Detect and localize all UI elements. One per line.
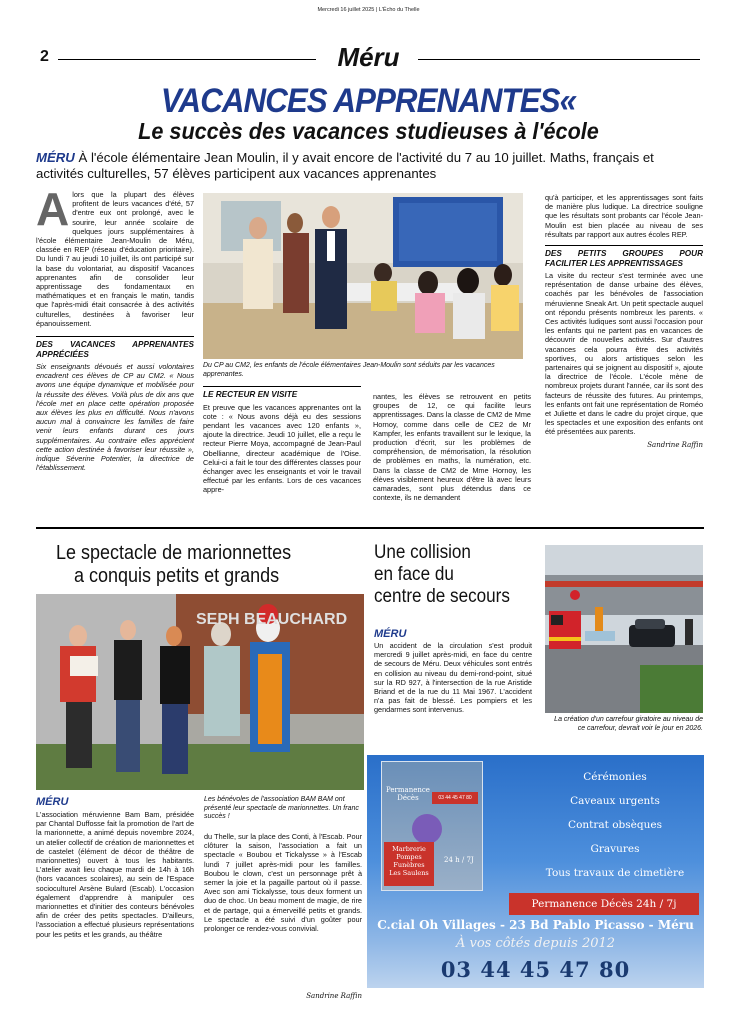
ad-service: Contrat obsèques <box>568 819 662 831</box>
flower-icon <box>412 814 442 844</box>
article1-paragraph-1: lors que la plupart des élèves profitent de leurs vacances d'été, 57 d'entre eux ont prolongé, avec le sourire, leur année scolaire de quelques jours supplémentaires à l'école élémentaire Jean-Moulin de Méru, classée en REP (réseau d'éducation prioritaire). Du lundi 7 au jeudi 10 juillet, ils ont participé sur la base du volontariat, au dispositif Vacances apprenantes afin de consolider leur apprentissage des fondamentaux en mathématiques et en français le matin, tandis que l'après-midi était consacrée à des activités culturelles, destinées à favoriser leur épanouissement. <box>36 190 194 328</box>
puppet-photo-caption: Les bénévoles de l'association BAM BAM ont présenté leur spectacle de marionnettes. Un franc succès ! <box>204 796 359 820</box>
ad-sign-hours: 24 h / 7J <box>444 856 474 864</box>
article3-city: MÉRU <box>374 628 407 640</box>
collision-photo <box>545 545 703 713</box>
article1-paragraph-5: La visite du recteur s'est terminée avec une représentation de danse urbaine des élèves, coachés par les bénévoles de l'association méruvienne Sneak Art. Un petit spectacle auquel ont répondu présents nombreux les parents. « Ces activités ludiques sont aussi l'occasion pour les enfants qui ne partent pas en vacances de découvrir de nouvelles activités. Sur d'autres vacances cela pourra être des activités sportives, ou alors artistiques selon les partenaires qui se joignent au dispositif », ajoute la directrice de l'école. L'école mène de nombreux projets durant l'année, car ils sont des facteurs de réussite des futures. Au printemps, les enfants ont fait une représentation de Roméo et Juliette et dans le cadre du projet cirque, que les spectacles et une exposition des enfants ont été présentées aux parents. <box>545 271 703 437</box>
article1-column-2 <box>203 386 361 495</box>
ad-services <box>535 765 695 885</box>
lead-text: À l'école élémentaire Jean Moulin, il y avait encore de l'activité du 7 au 10 juillet. Maths, français et activités culturelles, 57 élèves participent aux vacances apprenantes <box>36 150 654 181</box>
dropcap: A <box>36 183 70 235</box>
classroom-photo <box>203 193 523 359</box>
article-subtitle: Le succès des vacances studieuses à l'école <box>138 118 599 144</box>
ad-sign-red-panel <box>384 842 434 886</box>
classroom-photo-caption: Du CP au CM2, les enfants de l'école élémentaires Jean-Moulin sont séduits par les vacances apprenantes. <box>203 362 495 378</box>
ad-slogan: À vos côtés depuis 2012 <box>455 936 616 951</box>
ad-service: Gravures <box>590 843 640 855</box>
photo-banner-text: SEPH BEAUCHARD <box>196 611 348 628</box>
article2-title-line-2: a conquis petits et grands <box>74 565 280 587</box>
ad-address: C.cial Oh Villages - 23 Bd Pablo Picasso - Méru <box>377 918 694 932</box>
article3-title-line-2: en face du <box>374 564 454 585</box>
ad-service: Caveaux urgents <box>570 795 660 807</box>
signature: Sandrine Raffin <box>647 440 703 449</box>
inter-heading: DES VACANCES APPRENANTES APPRÉCIÉES <box>36 336 194 359</box>
ad-service: Cérémonies <box>583 771 647 783</box>
article3-title <box>374 542 527 608</box>
inter-heading: DES PETITS GROUPES POUR FACILITER LES APPRENTISSAGES <box>545 245 703 268</box>
article-separator <box>36 527 704 529</box>
article2-title-line-1: Le spectacle de marionnettes <box>56 542 292 564</box>
article1-paragraph-3: Et preuve que les vacances apprenantes ont la cote : « Nous avons déjà eu des sessions pendant les vacances avec 120 enfants », ajoute la directrice. Jeudi 10 juillet, elle a reçu le recteur Pierre Moya, accompagné de Jean-Paul Obellianne, directeur académique de l'Oise. Celui-ci a fait le tour des différentes classes pour échanger avec les enseignants et voir le travail effectué par les enfants. Lors de ces vacances appre- <box>203 402 361 495</box>
article2-signature: Sandrine Raffin <box>306 992 362 1000</box>
ad-phone: 03 44 45 47 80 <box>440 957 631 982</box>
page-number: 2 <box>40 48 49 65</box>
ad-sign-text <box>386 786 430 802</box>
article1-column-3: nantes, les élèves se retrouvent en petits groupes de 12, ce qui facilite leurs apprentissages. Dans la classe de CM2 de Mme Hornoy, comme dans celle de CE2 de Mr Kampfer, les enfants travaillent sur le lexique, la production d'écrit, sur les problèmes de compréhension, de mémorisation, la résolution de problèmes en maths, la numération, etc. Dans la classe de CM2 de Mme Hornoy, les élèves visiblement heureux d'être là avec leurs camarades, sont plus détendus dans ce contexte, ils ne demandent <box>373 392 531 503</box>
ad-sign-line: Décès <box>397 794 419 802</box>
ad-sign-line: Funèbres <box>393 861 425 869</box>
article1-paragraph-2: Six enseignants dévoués et aussi volontaires encadrent ces élèves de CP au CM2. « Nous avons une équipe dynamique et mobilisée pour la réussite des élèves. Voilà plus de dix ans que l'école met en place cette opération proposée aux élèves les plus en difficulté. Nous n'avons aucun mal à convaincre les familles de faire venir leurs enfants durant ces jours supplémentaires. Au contraire elles apprécient cette action destinée à favoriser leur réussite », indique Séverine Potentier, la directrice de l'établissement. <box>36 362 194 473</box>
ad-sign-line: Permanence <box>386 786 430 794</box>
article3-title-line-3: centre de secours <box>374 586 510 607</box>
ad-sign-phone: 03 44 45 47 80 <box>432 792 478 804</box>
ad-service: Tous travaux de cimetière <box>545 867 685 879</box>
section-title: Méru <box>337 42 400 72</box>
article2-title <box>56 542 362 588</box>
article1-column-4 <box>545 193 703 450</box>
funeral-ad <box>367 755 704 988</box>
article-lead <box>36 150 704 182</box>
ad-sign-line: Pompes <box>396 853 422 861</box>
article1-paragraph-4: qu'à participer, et les apprentissages sont faits de manière plus ludique. La directrice souligne que les résultats sont probants car l'école Jean-Moulin est bien placée au niveau de ses résultats par rapport aux autres écoles REP. <box>545 193 703 239</box>
article2-column-2: du Thelle, sur la place des Conti, à l'Escab. Pour clôturer la saison, l'association a fait un spectacle « Boubou et Tickalysse » à l'Escab lundi 7 juillet après-midi pour les familles. Boubou le clown, c'est un personnage prêt à semer la joie et la pagaille partout où il passe. Avec son ami Tickalysse, tous deux forment un duo de choc. Un beau moment de magie, de rire et de partage, qui a émerveillé petits et grands. Le spectacle a été suivi d'un goûter pour prolonger ce rendez-vous convivial. <box>204 832 362 934</box>
article2-column-1: L'association méruvienne Bam Bam, présidée par Chantal Duffosse fait la promotion de l'art de la marionnette, a animé depuis novembre 2024, un atelier collectif de création de marionnettes et de castelet (élément de décor de théâtre de marionnettes) ouvert à tous les habitants. L'atelier avait lieu chaque mardi de 14h à 16h (hors vacances scolaires), au sein de l'Espace socioculturel Arsène Bulard (Escab). L'occasion également d'apprendre à manipuler ces marionnettes et d'initier des conteurs bénévoles afin de créer des petits spectacles. D'ailleurs, l'association a effectué plusieurs représentations pour les petits et les grands, au théâtre <box>36 810 194 939</box>
lead-city: MÉRU <box>36 150 75 165</box>
ad-sign-line: Les Saulens <box>389 869 429 877</box>
article2-city: MÉRU <box>36 796 69 808</box>
collision-photo-caption: La création d'un carrefour giratoire au niveau de ce carrefour, devrait voir le jour en 2026. <box>554 716 703 732</box>
ad-permanence: Permanence Décès 24h / 7j <box>509 893 699 915</box>
ad-sign-photo <box>381 761 483 891</box>
article1-column-1 <box>36 183 194 473</box>
article3-title-line-1: Une collision <box>374 542 471 563</box>
article-title: VACANCES APPRENANTES« <box>160 82 577 120</box>
ad-sign-line: Marbrerie <box>392 845 426 853</box>
puppet-show-photo <box>36 594 364 790</box>
article3-body: Un accident de la circulation s'est produit mercredi 9 juillet après-midi, en face du centre de secours de Méru. Deux véhicules sont entrés en collision au niveau du demi-rond-point, situé sur la RD 927, à l'intersection de la rue Aristide Briand et de la rue du 11 Mai 1967. L'accident n'a pas fait de blessé. Les pompiers et les gendarmes sont intervenus. <box>374 641 532 715</box>
inter-heading: LE RECTEUR EN VISITE <box>203 386 361 400</box>
dateline: Mercredi 16 juillet 2025 | L'Écho du Thelle <box>317 7 420 13</box>
